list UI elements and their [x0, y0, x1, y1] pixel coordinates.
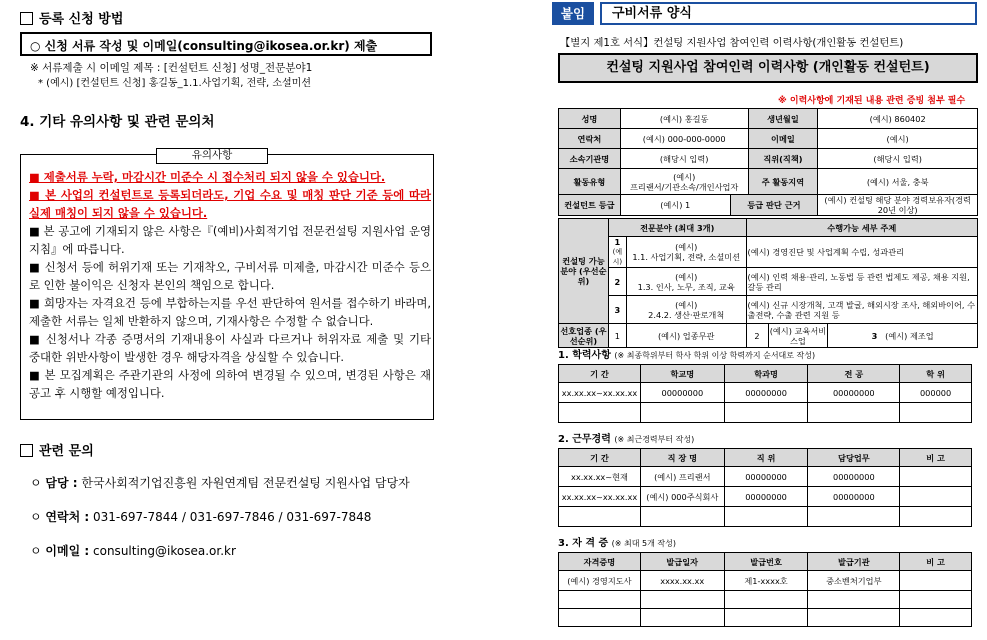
grade-value: (예시) 1: [620, 195, 730, 216]
table-header-row: [559, 365, 972, 383]
table-cell: (예시) 경영지도사: [559, 571, 641, 591]
col-header: 발급기관: [808, 553, 900, 571]
certificate-title: 3. 자 격 증: [558, 538, 609, 549]
table-cell: [900, 609, 972, 627]
col-header: 비 고: [900, 553, 972, 571]
type-label: 활동유형: [559, 169, 621, 195]
field-topic: (예시) 인력 채용·관리, 노동법 등 관련 법제도 제공, 채용 지원, 갈등 관리: [746, 268, 977, 296]
col-header: 전 공: [808, 365, 900, 383]
email-subject-note: ※ 서류제출 시 이메일 제목 : [컨설턴트 신청] 성명_전문분야1: [30, 62, 313, 74]
email-subject-example: * (예시) [컨설턴트 신청] 홍길동_1.1.사업기획, 전략, 소셜미션: [38, 78, 311, 89]
grade-basis-label: 등급 판단 근거: [730, 195, 818, 216]
caution-title: 유의사항: [156, 148, 268, 164]
name-label: 성명: [559, 109, 621, 129]
table-cell: xx.xx.xx~xx.xx.xx: [559, 383, 641, 403]
field-specialty-line1: (예시): [675, 299, 698, 310]
caution-item: ■ 신청서나 각종 증명서의 기재내용이 사실과 다르거나 허위자료 제출 및 기타 중대한 위반사항이 발생한 경우 해당자격을 상실할 수 있습니다.: [29, 332, 431, 364]
contact-heading: [20, 440, 94, 459]
col-header: 비 고: [900, 449, 972, 467]
birth-label: 생년월일: [748, 109, 818, 129]
registration-heading-text: 등록 신청 방법: [39, 12, 124, 27]
table-cell: (예시) 000주식회사: [640, 487, 724, 507]
pref-rank: 1: [608, 324, 626, 348]
field-specialty: [626, 296, 746, 324]
grade-label: 컨설턴트 등급: [559, 195, 621, 216]
table-cell: [900, 591, 972, 609]
org-label: 소속기관명: [559, 149, 621, 169]
submission-box: ○ 신청 서류 작성 및 이메일(consulting@ikosea.or.kr) 제출: [20, 32, 432, 56]
caution-item: ■ 희망자는 자격요건 등에 부합하는지를 우선 판단하여 원서를 접수하기 바라며, 제출한 서류는 일체 반환하지 않으며, 기재사항은 수정할 수 없습니다.: [29, 296, 431, 328]
education-title: 1. 학력사항: [558, 350, 611, 361]
contact-email: [30, 542, 236, 559]
contact-value: 한국사회적기업진흥원 자원연계팀 전문컨설팅 지원사업 담당자: [81, 476, 410, 490]
caution-item: ■ 본 공고에 기재되지 않은 사항은『(예비)사회적기업 전문컨설팅 지원사업 운영지침』에 따릅니다.: [29, 224, 431, 256]
field-topic: (예시) 경영진단 및 사업계획 수립, 성과관리: [746, 237, 977, 268]
preferred-industry-label: 선호업종 (우선순위): [560, 325, 607, 346]
table-cell: 제1-xxxx호: [724, 571, 808, 591]
table-row: [559, 403, 972, 423]
type-value-line2: 프리랜서/기관소속/개인사업자: [630, 181, 739, 192]
phone-label: 연락처: [559, 129, 621, 149]
table-cell: [559, 591, 641, 609]
field-rank: [608, 296, 626, 324]
name-value: (예시) 홍길동: [620, 109, 748, 129]
table-cell: [724, 403, 808, 423]
profile-table: [558, 108, 978, 216]
table-cell: [640, 403, 724, 423]
table-cell: [808, 591, 900, 609]
table-header-row: [559, 449, 972, 467]
certificate-table: [558, 552, 972, 627]
email-label: 이메일: [748, 129, 818, 149]
table-row: [559, 591, 972, 609]
table-row: [559, 609, 972, 627]
contact-value[interactable]: consulting@ikosea.or.kr: [93, 544, 236, 558]
certificate-heading: [558, 534, 676, 549]
table-cell: (예시) 프리랜서: [640, 467, 724, 487]
fields-label: 컨설팅 가능분야 (우선순위): [559, 219, 609, 324]
col-header: 담당업무: [808, 449, 900, 467]
col-header: 기 간: [559, 449, 641, 467]
col-header: 발급일자: [640, 553, 724, 571]
education-table: [558, 364, 972, 423]
table-cell: xx.xx.xx~현재: [559, 467, 641, 487]
position-value: (해당시 입력): [818, 149, 978, 169]
table-cell: [559, 403, 641, 423]
table-row: [559, 507, 972, 527]
col-header: 직 장 명: [640, 449, 724, 467]
contact-label: 이메일 :: [45, 544, 90, 558]
pref-value-text: (예시) 교육서비스업: [769, 325, 827, 346]
registration-heading: [20, 8, 123, 27]
table-cell: [559, 609, 641, 627]
position-label: 직위(직책): [748, 149, 818, 169]
pref-rank: 2: [746, 324, 768, 348]
table-cell: [724, 609, 808, 627]
col-header: 학과명: [724, 365, 808, 383]
field-rank: [608, 268, 626, 296]
table-row: [559, 487, 972, 507]
phone-value: (예시) 000-000-0000: [620, 129, 748, 149]
checkbox-square-icon: [20, 12, 33, 25]
right-panel: [548, 0, 987, 640]
field-topic: (예시) 신규 시장개척, 고객 발굴, 해외시장 조사, 해외바이어, 수출전략, 수출 관련 지원 등: [746, 296, 977, 324]
pref-value: (예시) 업종무관: [626, 324, 746, 348]
caution-item: ■ 신청서 등에 허위기재 또는 기재착오, 구비서류 미제출, 마감시간 미준수 등으로 인한 불이익은 신청자 본인의 책임으로 합니다.: [29, 260, 431, 292]
field-specialty: [626, 268, 746, 296]
field-rank-note: (예시): [612, 248, 623, 266]
field-rank-number: 3: [614, 304, 621, 315]
career-title: 2. 근무경력: [558, 434, 611, 445]
table-cell: 00000000: [808, 467, 900, 487]
table-cell: 00000000: [724, 467, 808, 487]
pref-rank-number: 3: [871, 330, 878, 341]
contact-label: 연락처 :: [45, 510, 90, 524]
table-cell: [724, 507, 808, 527]
pref-value-text: (예시) 제조업: [885, 330, 934, 341]
fields-header-specialty: 전문분야 (최대 3개): [608, 219, 746, 237]
col-header: 자격증명: [559, 553, 641, 571]
contact-manager: [30, 474, 410, 491]
circle-bullet-icon: ㅇ: [30, 476, 42, 490]
pref-value: [828, 324, 978, 348]
table-cell: 00000000: [724, 487, 808, 507]
certificate-note: (※ 최대 5개 작성): [611, 539, 676, 548]
pref-value: [768, 324, 828, 348]
circle-bullet-icon: ㅇ: [30, 510, 42, 524]
table-cell: [900, 571, 972, 591]
contact-phone: [30, 508, 371, 525]
field-specialty-line2: 1.3. 인사, 노무, 조직, 교육: [637, 281, 735, 292]
table-cell: [808, 507, 900, 527]
section4-heading: 4. 기타 유의사항 및 관련 문의처: [20, 114, 215, 130]
table-cell: 000000: [900, 383, 972, 403]
caution-item: ■ 제출서류 누락, 마감시간 미준수 시 접수처리 되지 않을 수 있습니다.: [29, 170, 386, 184]
table-cell: xxxx.xx.xx: [640, 571, 724, 591]
email-value: (예시): [818, 129, 978, 149]
table-cell: [640, 507, 724, 527]
table-cell: [724, 591, 808, 609]
col-header: 직 위: [724, 449, 808, 467]
fields-header-topics: 수행가능 세부 주제: [746, 219, 977, 237]
org-value: (해당시 입력): [620, 149, 748, 169]
table-cell: xx.xx.xx~xx.xx.xx: [559, 487, 641, 507]
table-cell: 00000000: [724, 383, 808, 403]
table-cell: [640, 609, 724, 627]
grade-basis-value: (예시) 컨설팅 해당 분야 경력보유자(경력 20년 이상): [818, 195, 978, 216]
table-cell: [900, 403, 972, 423]
table-cell: 00000000: [808, 383, 900, 403]
field-rank-number: 2: [614, 276, 621, 287]
table-cell: 00000000: [808, 487, 900, 507]
table-row: [559, 571, 972, 591]
caution-item: ■ 본 모집계획은 주관기관의 사정에 의하여 변경될 수 있으며, 변경된 사항은 재공고 후 시행할 예정입니다.: [29, 368, 431, 400]
col-header: 학교명: [640, 365, 724, 383]
table-cell: [640, 591, 724, 609]
education-heading: [558, 346, 815, 361]
table-cell: [900, 467, 972, 487]
col-header: 기 간: [559, 365, 641, 383]
checkbox-square-icon: [20, 444, 33, 457]
field-rank-number: 1: [614, 237, 621, 247]
table-cell: [900, 507, 972, 527]
area-label: 주 활동지역: [748, 169, 818, 195]
table-cell: [808, 403, 900, 423]
table-row: [559, 383, 972, 403]
col-header: 학 위: [900, 365, 972, 383]
contact-value: 031-697-7844 / 031-697-7846 / 031-697-7848: [93, 510, 372, 524]
field-specialty-line1: (예시): [675, 242, 698, 252]
education-note: (※ 최종학위부터 학사 학위 이상 학력까지 순서대로 작성): [614, 351, 816, 360]
form-title: 컨설팅 지원사업 참여인력 이력사항 (개인활동 컨설턴트): [558, 53, 978, 83]
birth-value: (예시) 860402: [818, 109, 978, 129]
caution-item: ■ 본 사업의 컨설턴트로 등록되더라도, 기업 수요 및 매칭 판단 기준 등에 따라 실제 매칭이 되지 않을 수 있습니다.: [29, 188, 431, 220]
career-heading: [558, 430, 694, 445]
contact-label: 담당 :: [45, 476, 78, 490]
table-cell: [808, 609, 900, 627]
contact-heading-text: 관련 문의: [39, 444, 94, 459]
table-cell: [900, 487, 972, 507]
type-value: [620, 169, 748, 195]
table-cell: 중소벤처기업부: [808, 571, 900, 591]
circle-bullet-icon: ㅇ: [30, 544, 42, 558]
type-value-line1: (예시): [673, 171, 696, 182]
attachment-badge: 붙임: [552, 2, 594, 25]
table-cell: 00000000: [640, 383, 724, 403]
field-specialty-line1: (예시): [675, 271, 698, 282]
fields-table: [558, 218, 978, 348]
career-note: (※ 최근경력부터 작성): [614, 435, 695, 444]
col-header: 발급번호: [724, 553, 808, 571]
form-subtitle: 【별지 제1호 서식】컨설팅 지원사업 참여인력 이력사항(개인활동 컨설턴트): [560, 37, 904, 49]
field-specialty: [626, 237, 746, 268]
evidence-warning: ※ 이력사항에 기재된 내용 관련 증빙 첨부 필수: [778, 96, 966, 106]
career-table: [558, 448, 972, 527]
table-header-row: [559, 553, 972, 571]
table-cell: [559, 507, 641, 527]
field-specialty-line2: 1.1. 사업기획, 전략, 소셜미션: [632, 252, 741, 262]
field-specialty-line2: 2.4.2. 생산·판로개척: [648, 309, 725, 320]
caution-box: [20, 154, 434, 420]
area-value: (예시) 서울, 충북: [818, 169, 978, 195]
field-rank: [608, 237, 626, 268]
attachment-title: 구비서류 양식: [600, 2, 977, 25]
table-row: [559, 467, 972, 487]
